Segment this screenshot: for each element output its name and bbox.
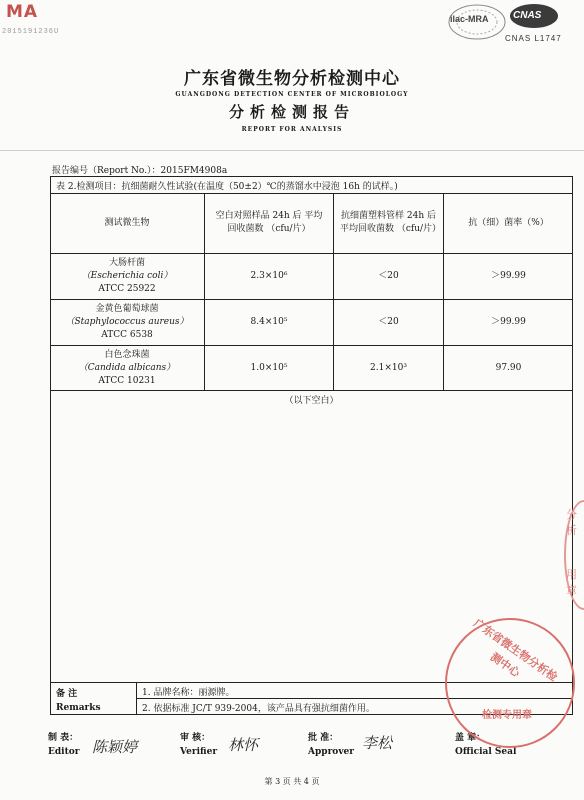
approver-label: 批 准： Approver bbox=[308, 733, 355, 757]
table-cell-rate: ＞99.99 bbox=[491, 271, 526, 281]
page-number: 第 3 页 共 4 页 bbox=[264, 777, 320, 786]
official-seal-label: 盖 章： Official Seal bbox=[455, 733, 517, 757]
ilac-mra-text: ilac-MRA bbox=[450, 14, 489, 24]
table-cell-sample: 2.1×10³ bbox=[370, 362, 407, 373]
table-cell-control: 1.0×10⁵ bbox=[250, 362, 288, 373]
cma-number: 2015191236U bbox=[2, 28, 60, 36]
cnas-id: CNAS L1747 bbox=[505, 34, 562, 43]
verifier-label: 审 核： Verifier bbox=[180, 733, 218, 757]
cnas-text: CNAS bbox=[513, 10, 542, 21]
cma-logo: MA bbox=[6, 2, 39, 22]
seal-bottom-text: 检测专用章 bbox=[482, 710, 532, 721]
verifier-signature: 林怀 bbox=[228, 736, 259, 754]
header-divider bbox=[0, 150, 584, 151]
table-line bbox=[136, 682, 137, 715]
report-number: 报告编号（Report No.）：2015FM4908a bbox=[52, 166, 228, 176]
header-control: 空白对照样品 24h 后 平均回收菌数 （cfu/片） bbox=[215, 211, 323, 234]
remark-item: 1. 品牌名称：丽源牌。 bbox=[142, 688, 235, 698]
table-caption: 表 2.检测项目：抗细菌耐久性试验(在温度（50±2）℃的蒸馏水中浸泡 16h 的试样。) bbox=[56, 182, 398, 192]
table-cell-control: 2.3×10⁶ bbox=[250, 271, 288, 281]
editor-label: 制 表： Editor bbox=[48, 733, 80, 757]
org-title-cn: 广东省微生物分析检测中心 bbox=[184, 69, 400, 89]
table-cell-rate: ＞99.99 bbox=[491, 317, 526, 327]
org-title-en: GUANGDONG DETECTION CENTER OF MICROBIOLOGY bbox=[175, 91, 409, 98]
blank-below-note: （以下空白） bbox=[284, 396, 339, 406]
table-cell-rate: 97.90 bbox=[495, 362, 522, 373]
remark-item: 2. 依据标准 JC/T 939-2004，该产品具有强抗细菌作用。 bbox=[142, 704, 375, 714]
table-row-microbe: 大肠杆菌 （Escherichia coli） ATCC 25922 bbox=[81, 258, 173, 294]
edge-seal-text: 用章 bbox=[566, 568, 577, 597]
approver-signature: 李松 bbox=[362, 734, 393, 752]
report-title-en: REPORT FOR ANALYSIS bbox=[241, 126, 343, 133]
table-cell-sample: ＜20 bbox=[378, 317, 399, 327]
table-cell-sample: ＜20 bbox=[378, 271, 399, 281]
report-title-cn: 分析检测报告 bbox=[228, 103, 355, 121]
remarks-label: 备 注 Remarks bbox=[56, 689, 101, 713]
header-rate: 抗（细）菌率（%） bbox=[468, 217, 549, 228]
table-row-microbe: 金黄色葡萄球菌 （Staphylococcus aureus） ATCC 6538 bbox=[65, 304, 189, 340]
editor-signature: 陈颖婷 bbox=[92, 738, 138, 756]
edge-seal-text: 分析 bbox=[566, 508, 577, 537]
table-line bbox=[50, 390, 573, 391]
table-cell-control: 8.4×10⁵ bbox=[250, 317, 288, 327]
header-microbe: 测试微生物 bbox=[104, 217, 150, 228]
seal-org-text: 广东省微生物分析检测中心 bbox=[471, 616, 560, 684]
table-row-microbe: 白色念珠菌 （Candida albicans） ATCC 10231 bbox=[78, 349, 176, 386]
header-sample: 抗细菌塑料管样 24h 后平均回收菌数 （cfu/片） bbox=[340, 211, 442, 234]
